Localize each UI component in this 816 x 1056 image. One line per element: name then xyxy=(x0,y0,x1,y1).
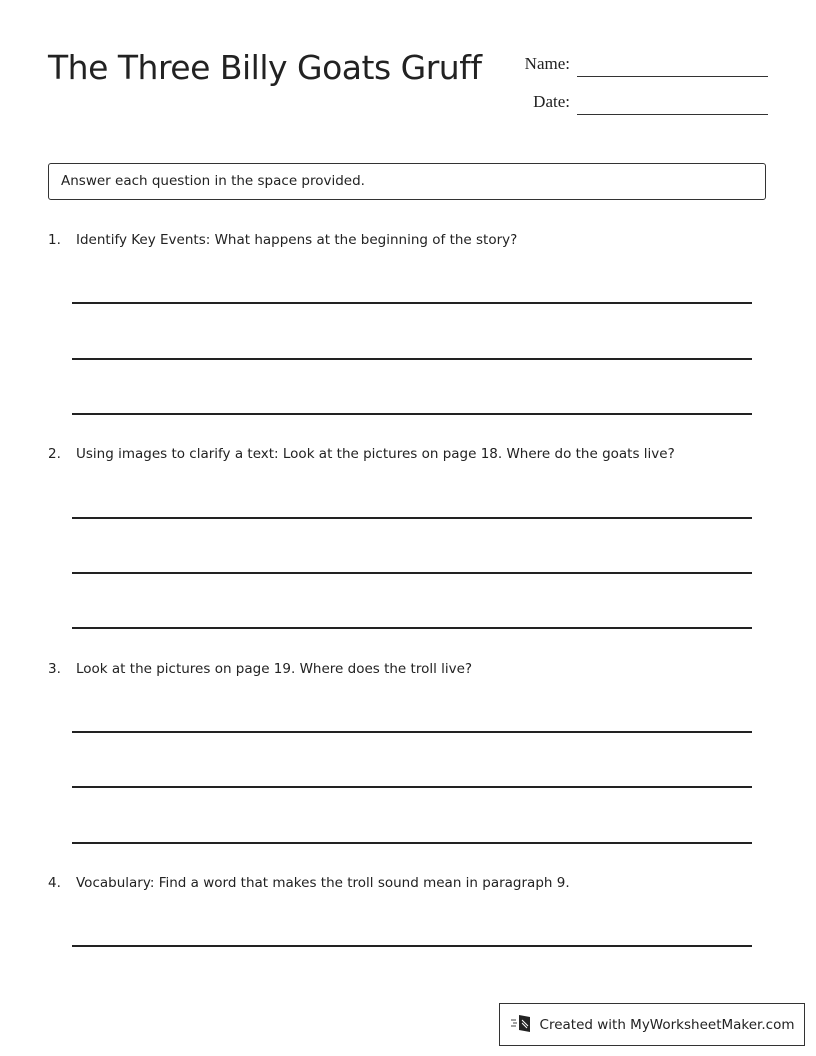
question-text: Look at the pictures on page 19. Where does the troll live? xyxy=(76,661,473,677)
question-1 xyxy=(48,232,517,248)
question-3 xyxy=(48,661,472,677)
answer-line[interactable] xyxy=(72,842,752,844)
question-number: 2. xyxy=(48,446,61,462)
worksheet-logo-icon xyxy=(510,1013,540,1037)
answer-line[interactable] xyxy=(72,302,752,304)
answer-line[interactable] xyxy=(72,572,752,574)
instructions-box xyxy=(48,163,766,200)
created-with-badge[interactable] xyxy=(499,1003,805,1046)
name-label: Name: xyxy=(524,54,570,73)
answer-line[interactable] xyxy=(72,358,752,360)
question-text: Using images to clarify a text: Look at the pictures on page 18. Where do the goats live? xyxy=(76,446,675,462)
question-text: Identify Key Events: What happens at the beginning of the story? xyxy=(76,232,518,248)
badge-text: Created with MyWorksheetMaker.com xyxy=(539,1016,795,1033)
instructions-text: Answer each question in the space provided. xyxy=(61,173,365,189)
question-4 xyxy=(48,875,570,891)
answer-line[interactable] xyxy=(72,786,752,788)
date-label: Date: xyxy=(533,92,570,111)
answer-line[interactable] xyxy=(72,517,752,519)
answer-line[interactable] xyxy=(72,731,752,733)
answer-line[interactable] xyxy=(72,413,752,415)
date-field-line[interactable] xyxy=(577,114,768,115)
answer-line[interactable] xyxy=(72,945,752,947)
question-text: Vocabulary: Find a word that makes the troll sound mean in paragraph 9. xyxy=(76,875,570,891)
question-number: 1. xyxy=(48,232,61,248)
question-number: 3. xyxy=(48,661,61,677)
name-field-line[interactable] xyxy=(577,76,768,77)
question-2 xyxy=(48,446,675,462)
question-number: 4. xyxy=(48,875,61,891)
answer-line[interactable] xyxy=(72,627,752,629)
worksheet-title: The Three Billy Goats Gruff xyxy=(48,48,482,87)
